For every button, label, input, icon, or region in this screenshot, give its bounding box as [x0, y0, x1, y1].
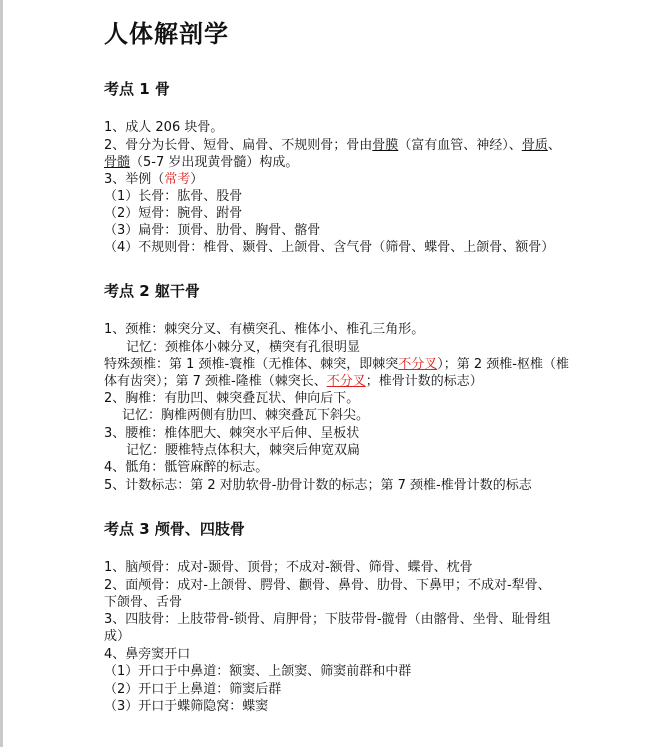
paragraph-line: 3、腰椎：椎体肥大、棘突水平后伸、呈板状 — [104, 426, 360, 441]
page-edge — [0, 0, 3, 747]
paragraph-line — [104, 171, 203, 188]
document-title: 人体解剖学 — [104, 19, 229, 48]
list-item: （2）开口于上鼻道：筛窦后群 — [104, 682, 282, 697]
underlined-term: 骨膜 — [372, 138, 399, 153]
section-heading-3: 考点 3 颅骨、四肢骨 — [104, 520, 245, 538]
text-span: 、 — [547, 138, 561, 153]
paragraph-line — [104, 137, 561, 154]
text-span: （5-7 岁出现黄骨髓）构成。 — [130, 155, 299, 170]
highlight-text: 不分叉 — [326, 374, 366, 389]
text-span: 体有齿突）；第 7 颈椎-隆椎（棘突长、 — [104, 374, 327, 389]
list-item: （3）开口于蝶筛隐窝：蝶窦 — [104, 699, 269, 714]
paragraph-line: 1、颈椎：棘突分叉、有横突孔、椎体小、椎孔三角形。 — [104, 322, 425, 337]
text-span: 3、举例（ — [104, 172, 165, 187]
paragraph-line: 2、胸椎：有肋凹、棘突叠瓦状、伸向后下。 — [104, 391, 360, 406]
highlight-text: 常考 — [164, 172, 191, 187]
text-span: ；椎骨计数的标志） — [365, 374, 483, 389]
text-span: ） — [190, 172, 204, 187]
underlined-term: 骨髓 — [104, 155, 131, 170]
paragraph-line: 4、骶角：骶管麻醉的标志。 — [104, 460, 269, 475]
memory-tip: 记忆：颈椎体小棘分叉，横突有孔很明显 — [126, 340, 361, 355]
text-span: 2、骨分为长骨、短骨、扁骨、不规则骨；骨由 — [104, 138, 373, 153]
paragraph-line: 4、鼻旁窦开口 — [104, 647, 191, 662]
memory-tip: 记忆：腰椎特点体积大，棘突后伸宽双扁 — [126, 443, 361, 458]
underlined-term: 骨质 — [521, 138, 548, 153]
paragraph-line: 下颌骨、舌骨 — [104, 595, 183, 610]
paragraph-line — [104, 356, 569, 373]
highlight-text: 不分叉 — [398, 357, 438, 372]
paragraph-line: 2、面颅骨：成对-上颌骨、腭骨、颧骨、鼻骨、肋骨、下鼻甲；不成对-犁骨、 — [104, 578, 551, 593]
list-item: （3）扁骨：顶骨、肋骨、胸骨、髂骨 — [104, 223, 321, 238]
list-item: （1）开口于中鼻道：额窦、上颌窦、筛窦前群和中群 — [104, 664, 412, 679]
paragraph-line — [104, 154, 298, 171]
paragraph-line: 1、成人 206 块骨。 — [104, 120, 224, 135]
text-span: （富有血管、神经）、 — [398, 138, 522, 153]
list-item: （1）长骨：肱骨、股骨 — [104, 189, 243, 204]
list-item: （2）短骨：腕骨、跗骨 — [104, 206, 243, 221]
paragraph-line: 成） — [104, 629, 131, 644]
section-heading-2: 考点 2 躯干骨 — [104, 282, 200, 300]
memory-tip: 记忆：胸椎两侧有肋凹、棘突叠瓦下斜尖。 — [122, 408, 370, 423]
text-span: 特殊颈椎：第 1 颈椎-寰椎（无椎体、棘突，即棘突 — [104, 357, 399, 372]
list-item: （4）不规则骨：椎骨、颞骨、上颌骨、含气骨（筛骨、蝶骨、上颌骨、额骨） — [104, 240, 555, 255]
section-heading-1: 考点 1 骨 — [104, 80, 170, 98]
paragraph-line: 3、四肢骨：上肢带骨-锁骨、肩胛骨；下肢带骨-髋骨（由髂骨、坐骨、耻骨组 — [104, 612, 551, 627]
paragraph-line: 5、计数标志：第 2 对肋软骨-肋骨计数的标志；第 7 颈椎-椎骨计数的标志 — [104, 478, 532, 493]
paragraph-line: 1、脑颅骨：成对-颞骨、顶骨；不成对-额骨、筛骨、蝶骨、枕骨 — [104, 560, 473, 575]
text-span: ）；第 2 颈椎-枢椎（椎 — [437, 357, 569, 372]
paragraph-line — [104, 373, 483, 390]
